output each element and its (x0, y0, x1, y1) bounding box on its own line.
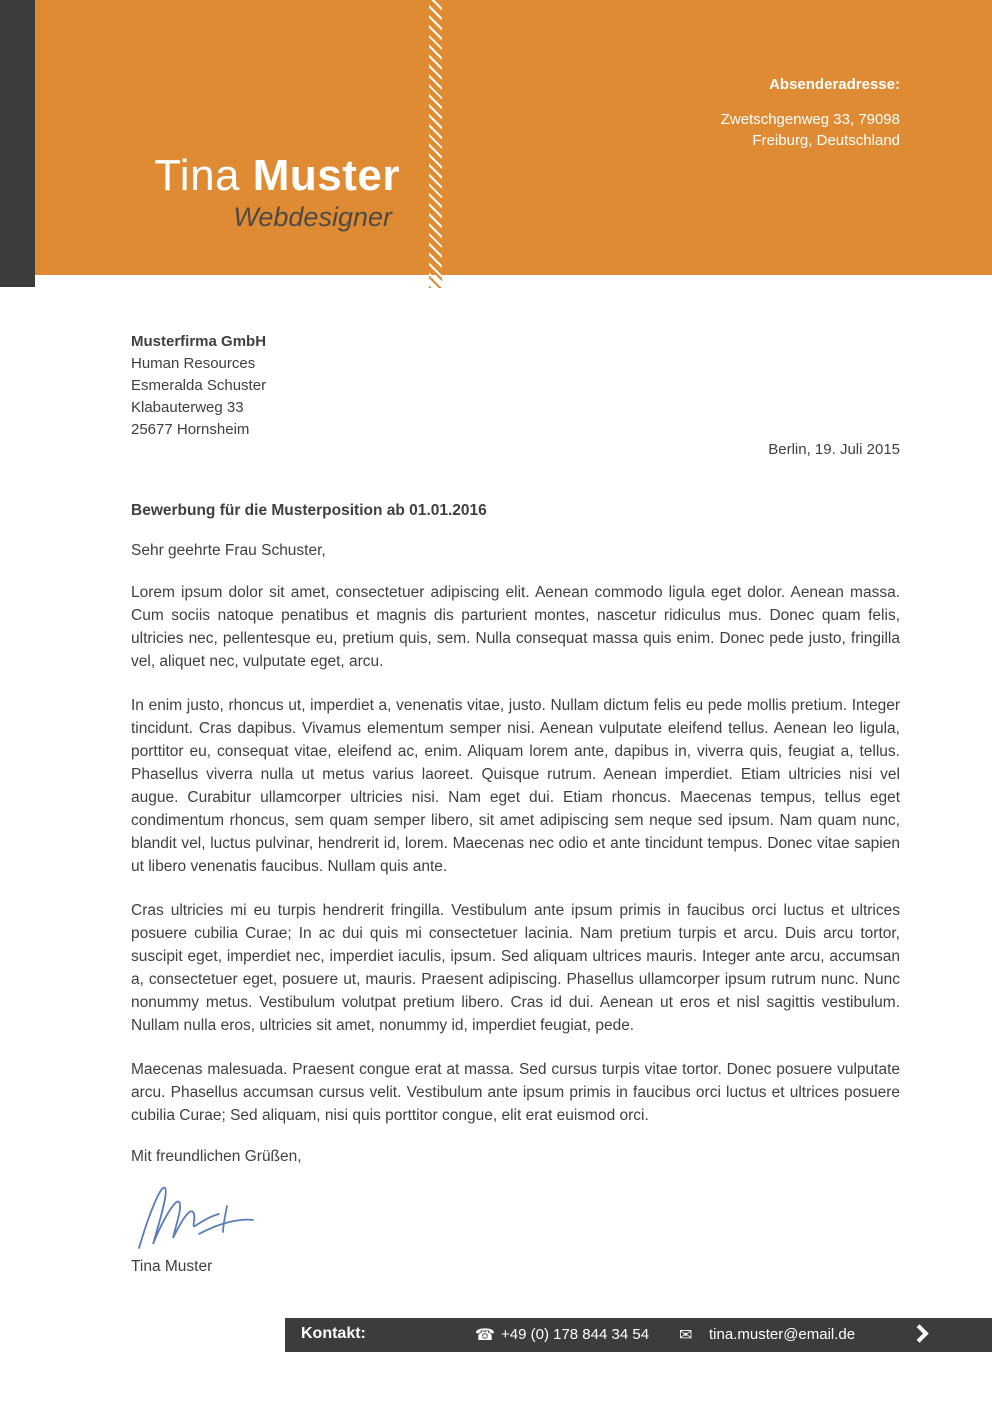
contact-label: Kontakt: (301, 1325, 366, 1342)
signature (131, 1172, 900, 1256)
recipient-line: Klabauterweg 33 (131, 399, 244, 416)
sender-address-line: Freiburg, Deutschland (752, 132, 900, 149)
applicant-first-name: Tina (154, 151, 253, 200)
body-paragraph: Cras ultricies mi eu turpis hendrerit fringilla. Vestibulum ante ipsum primis in faucibus orci luctus et ultrices posuere cubilia Curae; In ac dui quis mi consectetuer lacinia. Nam pretium turpis et arcu. Duis arcu tortor, suscipit eget, imperdiet nec, imperdiet iaculis, ipsum. Sed aliquam ultrices mauris. Integer ante arcu, accumsan a, consectetuer eget, posuere ut, mauris. Praesent adipiscing. Phasellus ullamcorper ipsum rutrum nunc. Nunc nonummy metus. Vestibulum volutpat pretium libero. Cras id dui. Aenean ut eros et nisl sagittis vestibulum. Nullam nulla eros, ultricies sit amet, nonummy id, imperdiet feugiat, pede. (131, 902, 900, 1034)
email-icon: ✉ (679, 1327, 693, 1344)
recipient-address-block (131, 331, 900, 441)
recipient-line: Esmeralda Schuster (131, 377, 267, 394)
closing-line: Mit freundlichen Grüßen, (131, 1148, 302, 1165)
sender-address-block (721, 76, 900, 151)
recipient-line: Human Resources (131, 355, 256, 372)
applicant-name (0, 152, 400, 200)
sender-address-label: Absenderadresse: (769, 76, 900, 93)
recipient-company: Musterfirma GmbH (131, 333, 267, 350)
contact-footer (285, 1318, 992, 1352)
body-paragraph: Maecenas malesuada. Praesent congue erat at massa. Sed cursus turpis vitae tortor. Donec posuere vulputate arcu. Phasellus accumsan cursus velit. Vestibulum ante ipsum primis in faucibus orci luctus et ultrices posuere cubilia Curae; Sed aliquam, nisi quis porttitor congue, elit erat euismod orci. (131, 1061, 900, 1124)
body-paragraph: Lorem ipsum dolor sit amet, consectetuer adipiscing elit. Aenean commodo ligula eget dolor. Aenean massa. Cum sociis natoque penatibus et magnis dis parturient montes, nascetur ridiculus mus. Donec quam felis, ultricies nec, pellentesque eu, pretium quis, sem. Nulla consequat massa quis enim. Donec pede justo, fringilla vel, aliquet nec, vulputate eget, arcu. (131, 584, 900, 670)
signature-image (131, 1172, 281, 1256)
date-line: Berlin, 19. Juli 2015 (768, 441, 900, 458)
applicant-name-block (0, 152, 400, 233)
email-address: tina.muster@email.de (709, 1326, 856, 1343)
sender-address-line: Zwetschgenweg 33, 79098 (720, 111, 900, 128)
chevron-right-icon (910, 1324, 928, 1342)
applicant-last-name: Muster (252, 151, 400, 200)
left-accent-stripe (0, 0, 35, 287)
subject-line: Bewerbung für die Musterposition ab 01.01.2016 (131, 502, 487, 519)
applicant-role: Webdesigner (233, 202, 392, 232)
phone-number: +49 (0) 178 844 34 54 (501, 1326, 650, 1343)
salutation: Sehr geehrte Frau Schuster, (131, 542, 326, 559)
diagonal-hatch-stripe (429, 0, 442, 275)
letter-body (131, 275, 900, 1276)
phone-icon: ☎ (475, 1327, 495, 1344)
recipient-line: 25677 Hornsheim (131, 421, 250, 438)
body-paragraph: In enim justo, rhoncus ut, imperdiet a, venenatis vitae, justo. Nullam dictum felis eu pede mollis pretium. Integer tincidunt. Cras dapibus. Vivamus elementum semper nisi. Aenean vulputate eleifend tellus. Aenean leo ligula, porttitor eu, consequat vitae, eleifend ac, enim. Aliquam lorem ante, dapibus in, viverra quis, feugiat a, tellus. Phasellus viverra nulla ut metus varius laoreet. Quisque rutrum. Aenean imperdiet. Etiam ultricies nisi vel augue. Curabitur ullamcorper ultricies nisi. Nam eget dui. Etiam rhoncus. Maecenas tempus, tellus eget condimentum rhoncus, sem quam semper libero, sit amet adipiscing sem neque sed ipsum. Nam quam nunc, blandit vel, luctus pulvinar, hendrerit id, lorem. Maecenas nec odio et ante tincidunt tempus. Donec vitae sapien ut libero venenatis faucibus. Nullam quis ante. (131, 697, 900, 875)
signature-name: Tina Muster (131, 1258, 213, 1275)
